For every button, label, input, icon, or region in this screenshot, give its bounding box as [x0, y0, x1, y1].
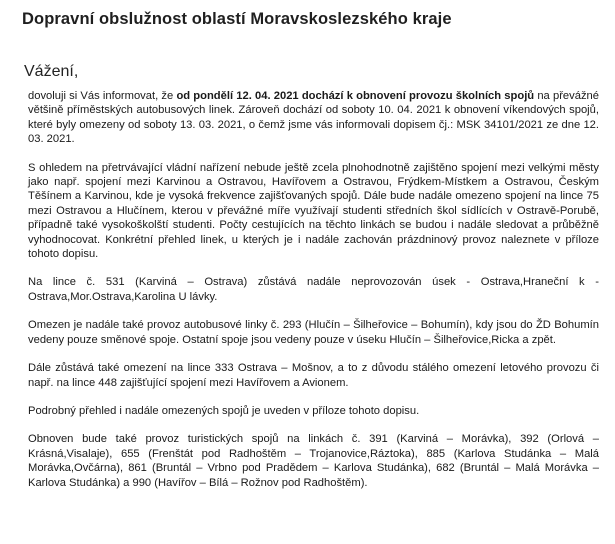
- document-title: Dopravní obslužnost oblastí Moravskoslezského kraje: [22, 10, 452, 28]
- intro-highlight: od pondělí 12. 04. 2021 dochází k obnovení provozu školních spojů: [176, 90, 535, 102]
- paragraph-line-333: Dále zůstává také omezení na lince 333 Ostrava – Mošnov, a to z důvodu stálého omezení letového provozu či např. na lince 448 zajišťující spojení mezi Havířovem a Avionem.: [28, 362, 599, 389]
- intro-text-end: na převážné většině příměstských autobusových linek. Zároveň dochází od soboty 10. 04. 2021 k obnovení víkendových spojů, které byly omezeny od soboty 13. 03. 2021, o čemž jsme vás informovali dopisem čj.: MSK 34101/2021 ze dne 12. 03. 2021.: [28, 90, 599, 146]
- paragraph-tourist-lines: Obnoven bude také provoz turistických spojů na linkách č. 391 (Karviná – Morávka), 392 (Orlová – Krásná,Visalaje), 655 (Frenštát pod Radhoštěm – Trojanovice,Ráztoka), 885 (Karlova Studánka – Malá Morávka,Ovčárna), 861 (Bruntál – Vrbno pod Pradědem – Karlova Studánka), 682 (Bruntál – Malá Morávka – Karlova Studánka) a 990 (Havířov – Bílá – Rožnov pod Radhoštěm).: [28, 433, 599, 489]
- paragraph-line-293: Omezen je nadále také provoz autobusové linky č. 293 (Hlučín – Šilheřovice – Bohumín), kdy jsou do ŽD Bohumín vedeny pouze směnové spoje. Ostatní spoje jsou vedeny pouze v úseku Hlučín – Šilheřovice,Ricka a zpět.: [28, 319, 599, 346]
- paragraph-intro: [28, 89, 599, 147]
- paragraph-attachment-note: Podrobný přehled i nadále omezených spojů je uveden v příloze tohoto dopisu.: [28, 404, 420, 417]
- intro-text-start: dovoluji si Vás informovat, že: [28, 90, 177, 102]
- paragraph-line-531: Na lince č. 531 (Karviná – Ostrava) zůstává nadále neprovozován úsek - Ostrava,Hraneční k - Ostrava,Mor.Ostrava,Karolina U lávky.: [28, 276, 599, 303]
- paragraph-restrictions: S ohledem na přetrvávající vládní nařízení nebude ještě zcela plnohodnotně zajištěno spojení mezi velkými městy jako např. spojení mezi Karvinou a Ostravou, Havířovem a Ostravou, Frýdkem-Místkem a Ostravou, Českým Těšínem a Karvinou, kde je vysoká frekvence zajišťovaných spojů. Dále bude nadále omezeno spojení na lince 75 mezi Ostravou a Hlučínem, kterou v převážné míře využívají studenti středních škol sídlících v Ostravě-Porubě, případně také vysokoškolští studenti. Počty cestujících na těchto linkách se budou i nadále sledovat a průběžně vyhodnocovat. Konkrétní přehled linek, u kterých je i nadále zachován prázdninový provoz naleznete v příloze tohoto dopisu.: [28, 161, 599, 261]
- greeting: Vážení,: [24, 63, 79, 80]
